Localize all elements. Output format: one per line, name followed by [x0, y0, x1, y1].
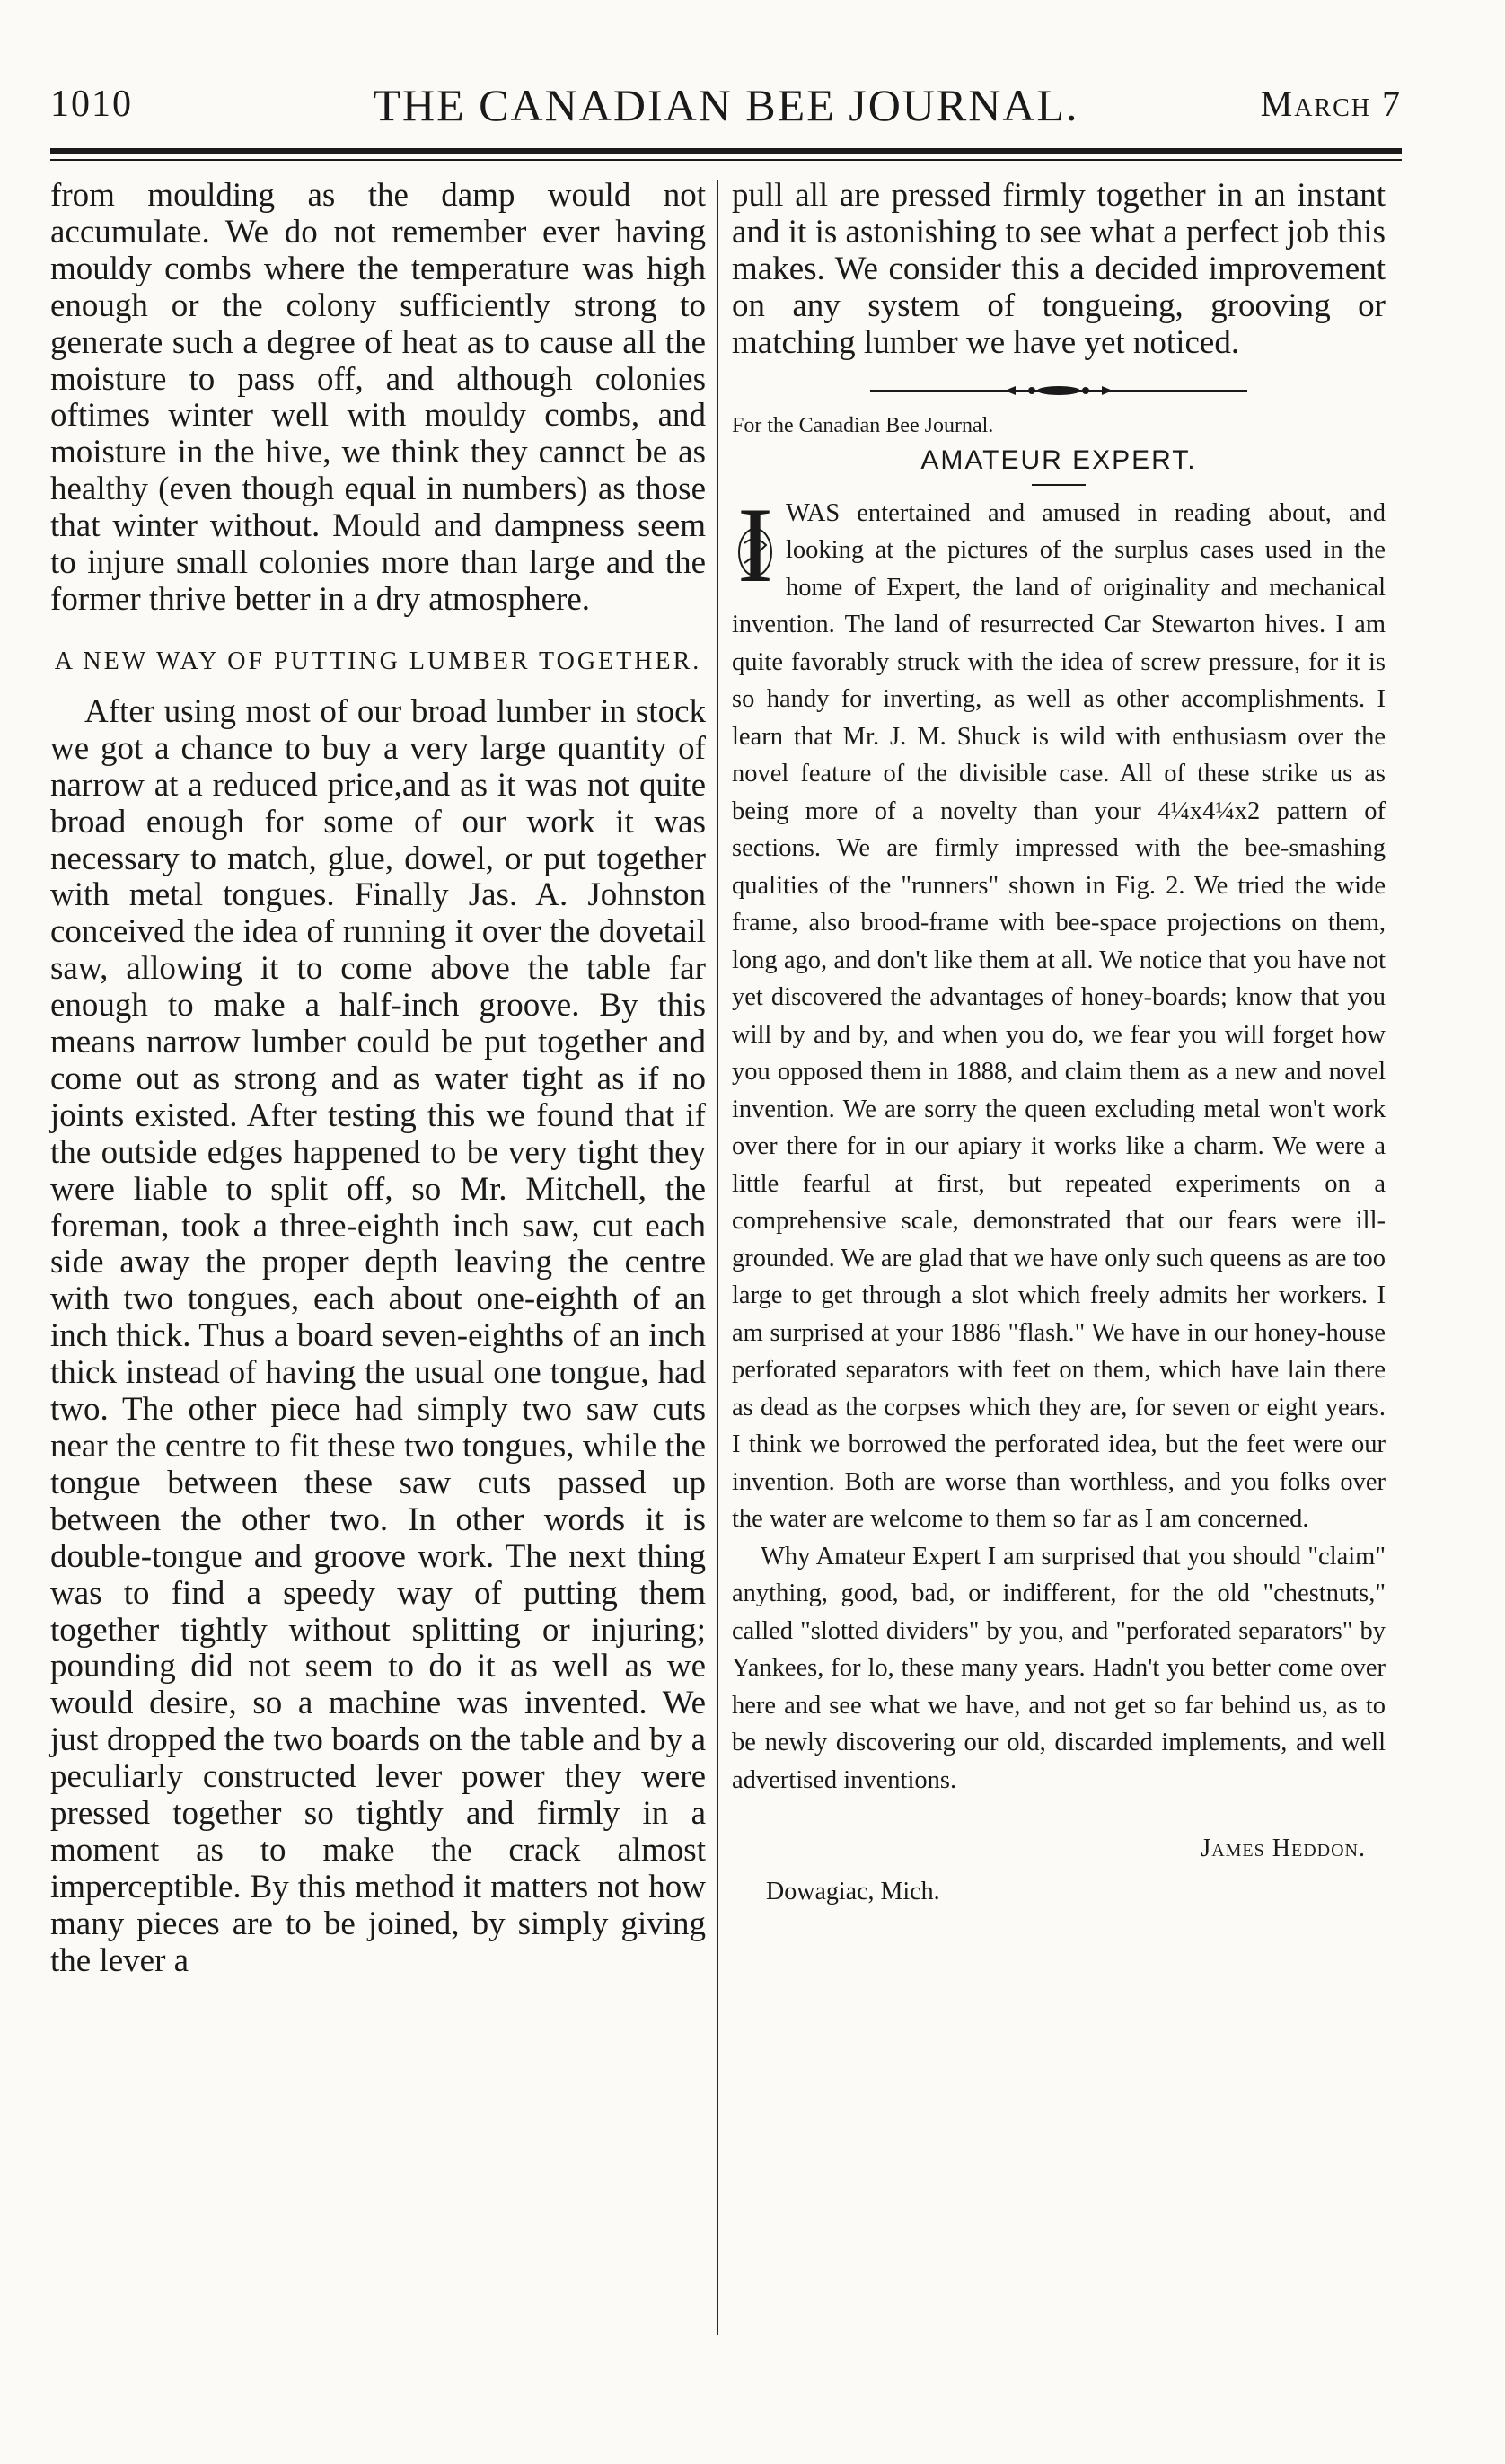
- author-signature: James Heddon.: [1201, 1835, 1366, 1863]
- section-heading: A NEW WAY OF PUTTING LUMBER TOGETHER.: [54, 647, 702, 675]
- header-rule-thin: [50, 159, 1402, 161]
- right-column: [732, 178, 1386, 1908]
- header-rule-thick: [50, 148, 1402, 154]
- page-number: 1010: [50, 84, 133, 125]
- left-column: [50, 178, 706, 1980]
- author-place: Dowagiac, Mich.: [766, 1878, 940, 1906]
- article-body: [732, 484, 1386, 1538]
- title-rule: [1032, 484, 1086, 486]
- right-paragraph-3: Why Amateur Expert I am surprised that you should "claim" anything, good, bad, or indifferent, for the old "chestnuts," called "slotted dividers" by you, and "perforated separators" by Yankees, for lo, these many years. Hadn't you better come over here and see what we have, and not get so far behind us, as to be newly discovering our old, discarded implements, and well advertised inventions.: [732, 1542, 1386, 1794]
- left-paragraph-2: After using most of our broad lumber in stock we got a chance to buy a very large quantity of narrow at a reduced price,and as it was not quite broad enough for some of our work it was necessary to match, glue, dowel, or put together with metal tongues. Finally Jas. A. Johnston conceived the idea of running it over the dovetail saw, allowing it to come above the table far enough to make a half-inch groove. By this means narrow lumber could be put together and come out as strong and as water tight as if no joints existed. After testing this we found that if the outside edges happened to be very tight they were liable to split off, so Mr. Mitchell, the foreman, took a three-eighth inch saw, cut each side away the proper depth leaving the centre with two tongues, each about one-eighth of an inch thick. Thus a board seven-eighths of an inch thick instead of having the usual one tongue, had two. The other piece had simply two saw cuts near the centre to fit these two tongues, while the tongue between these saw cuts passed up between the other two. In other words it is double-tongue and groove work. The next thing was to find a speedy way of putting them together tightly without splitting or injuring; pounding did not seem to do it as well as we would desire, so a machine was invented. We just dropped the two boards on the table and by a peculiarly constructed lever power they were pressed together so tightly and firmly in a moment as to make the crack almost imperceptible. By this method it matters not how many pieces are to be joined, by simply giving the lever a: [50, 692, 706, 1979]
- right-paragraph-2: WAS entertained and amused in reading about, and looking at the pictures of the surplus cases used in the home of Expert, the land of originality and mechanical invention. The land of resurrected Car Stewarton hives. I am quite favorably struck with the idea of screw pressure, for it is so handy for inverting, as well as other accomplishments. I learn that Mr. J. M. Shuck is wild with enthusiasm over the novel feature of the divisible case. All of these strike us as being more of a novelty than your 4¼x4¼x2 pattern of sections. We are firmly impressed with the bee-smashing qualities of the "runners" shown in Fig. 2. We tried the wide frame, also brood-frame with bee-space projections on them, long ago, and don't like them at all. We notice that you have not yet discovered the advantages of honey-boards; know that you will by and by, and when you do, we fear you will forget how you opposed them in 1888, and claim them as a new and novel invention. We are sorry the queen excluding metal won't work over there for in our apiary it works like a charm. We were a little fearful at first, but repeated experiments on a comprehensive scale, demonstrated that our fears were ill-grounded. We are glad that we have only such queens as are too large to get through a slot which freely admits her workers. I am surprised at your 1886 "flash." We have in our honey-house perforated separators with feet on them, which have lain there as dead as the corpses which they are, for seven or eight years. I think we borrowed the perforated idea, but the feet were our invention. Both are worse than worthless, and you folks over the water are welcome to them so far as I am concerned.: [732, 498, 1386, 1534]
- ornament-divider-icon: [870, 383, 1247, 398]
- column-divider: [717, 180, 718, 2335]
- page-header: [50, 80, 1402, 136]
- article-title: AMATEUR EXPERT.: [920, 444, 1197, 475]
- drop-cap-letter: I: [737, 484, 773, 604]
- drop-cap: [732, 484, 779, 604]
- left-paragraph-1: from moulding as the damp would not accumulate. We do not remember ever having mouldy combs where the temperature was high enough or the colony sufficiently strong to generate such a degree of heat as to cause all the moisture to pass off, and although colonies oftimes winter well with mouldy combs, and moisture in the hive, we think they cannct be as healthy (even though equal in numbers) as those that winter without. Mould and dampness seem to injure small colonies more than large and the former thrive better in a dry atmosphere.: [50, 177, 706, 618]
- source-line: For the Canadian Bee Journal.: [732, 413, 994, 437]
- right-paragraph-1: pull all are pressed firmly together in an instant and it is astonishing to see what a perfect job this makes. We consider this a decided improvement on any system of tongueing, grooving or matching lumber we have yet noticed.: [732, 177, 1386, 361]
- journal-title: THE CANADIAN BEE JOURNAL.: [373, 80, 1079, 130]
- issue-date: March 7: [1260, 84, 1402, 124]
